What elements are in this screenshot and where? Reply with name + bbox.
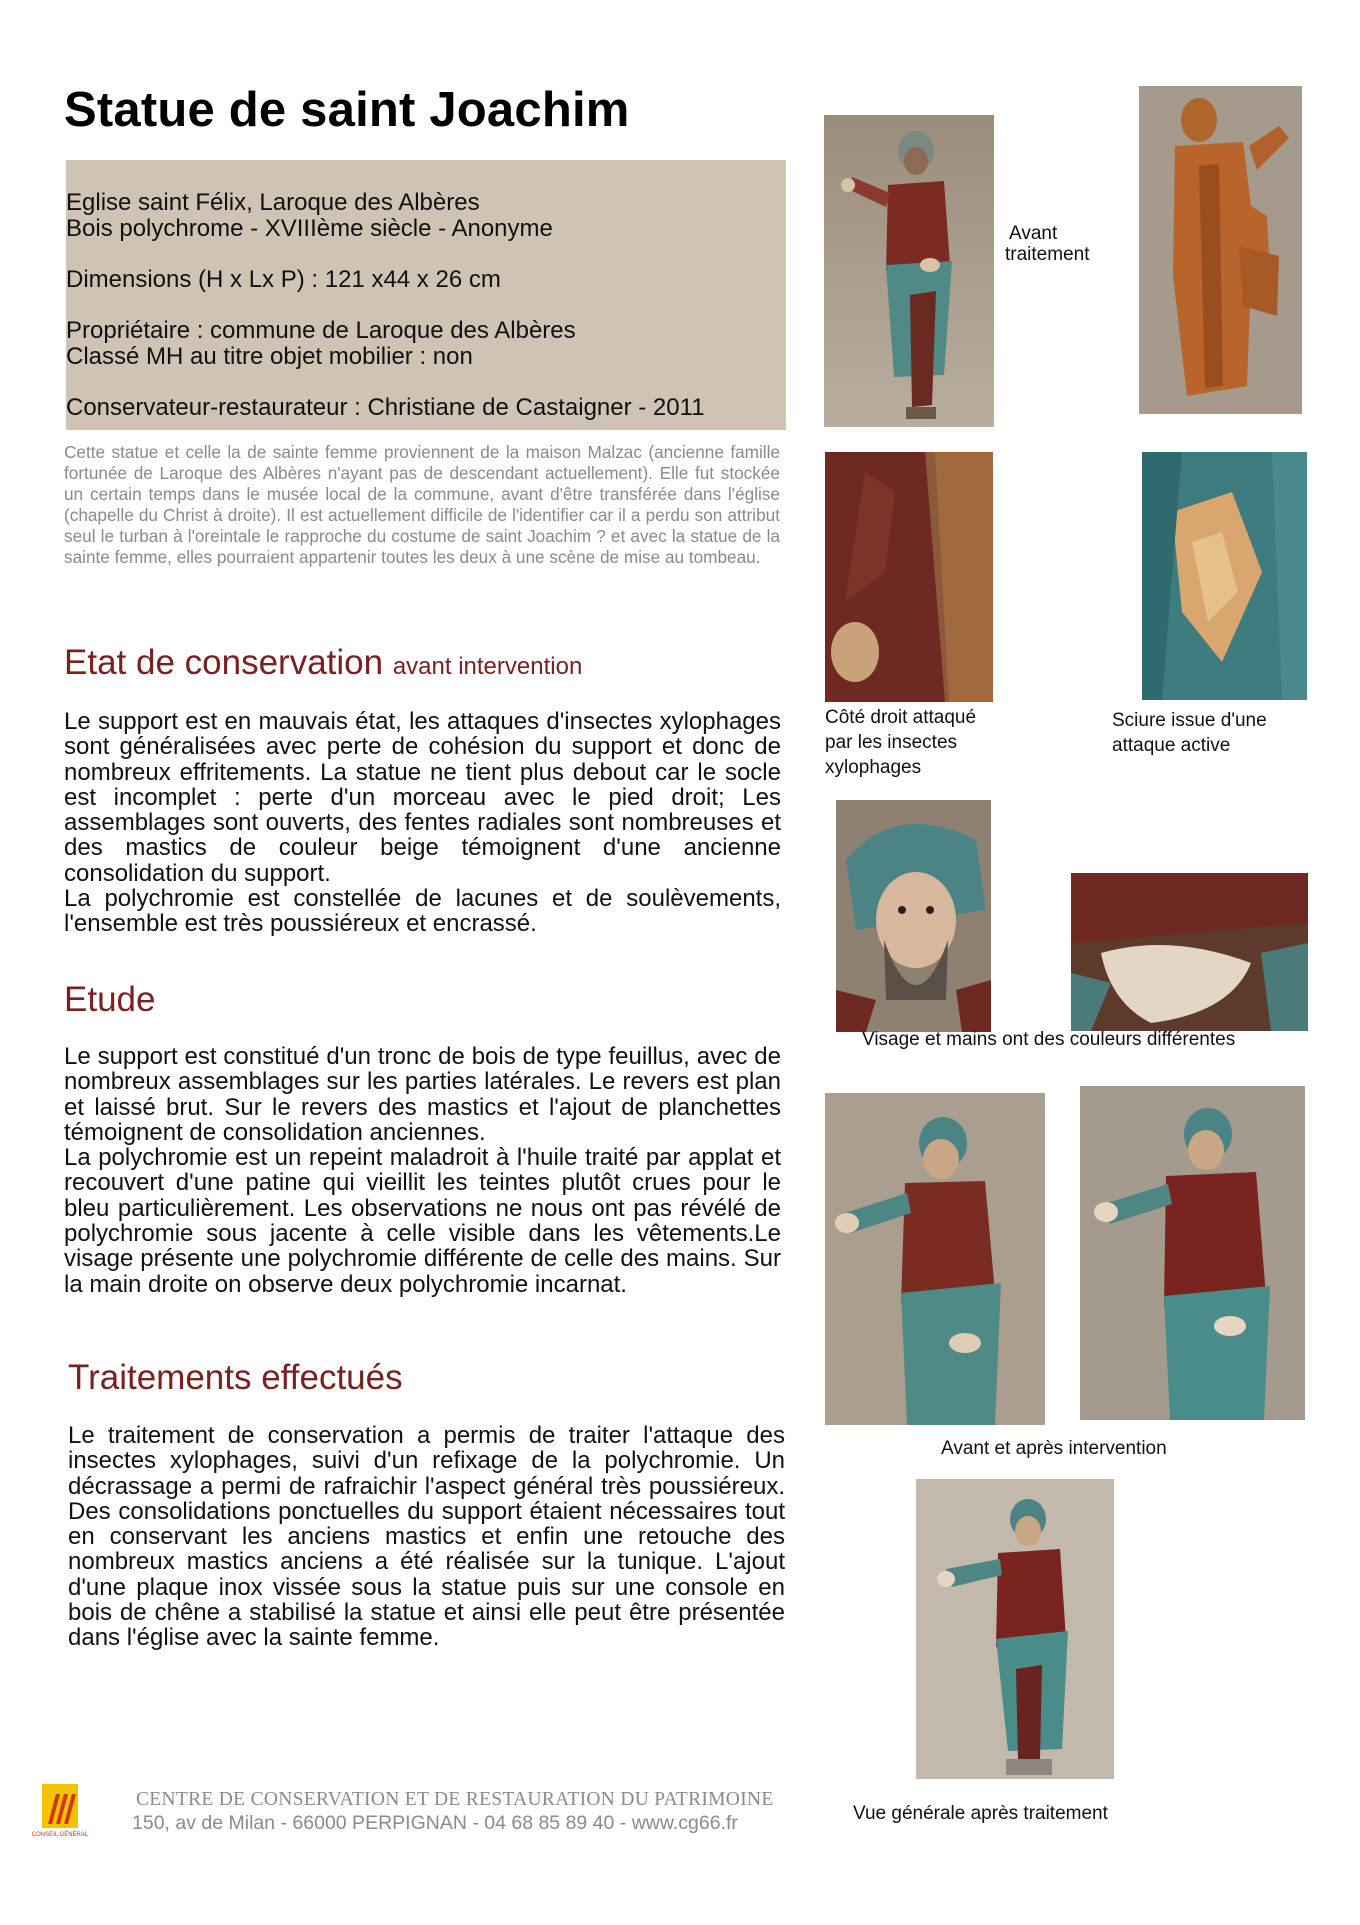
traitements-paragraph-1: Le traitement de conservation a permis de traiter l'attaque des insectes xylophages, suivi d'un refixage de la polychromie. Un décrassage a permi de rafraichir l'aspect général très poussiéreux. Des consolidations ponctuelles du support étaient nécessaires tout en conservant les anciens mastics et enfin une retouche des nombreux mastics anciens a été réalisée sur la tunique. L'ajout d'une plaque inox vissée sous la statue puis sur une console en bois de chêne a stabilisé la statue et ainsi elle peut être présentée dans l'église avec la sainte femme. [68, 1422, 785, 1652]
caption-cote-3: xylophages [825, 757, 922, 778]
photo-hand-detail [1071, 873, 1308, 1031]
info-owner: Propriétaire : commune de Laroque des Albères [66, 317, 576, 344]
footer-address: 150, av de Milan - 66000 PERPIGNAN - 04 68 85 89 40 - www.cg66.fr [132, 1812, 738, 1834]
section-heading-etat [64, 643, 582, 683]
etude-paragraph-2: La polychromie est un repeint maladroit à l'huile traité par applat et recouvert d'une patine qui vieillit les teintes plutôt crues pour le bleu particulièrement. Les observations ne nous ont pas révélé de polychromie sous jacente à celle visible dans les vêtements.Le visage présente une polychromie différente de celle des mains. Sur la main droite on observe deux polychromie incarnat. [64, 1144, 781, 1298]
etat-text [64, 709, 781, 937]
caption-sciure-2: attaque active [1112, 735, 1231, 756]
intro-paragraph: Cette statue et celle la de sainte femme proviennent de la maison Malzac (ancienne famille fortunée de Laroque des Albères n'ayant pas de descendant actuellement). Elle fut stockée un certain temps dans le musée local de la commune, avant d'être transférée dans l'église (chapelle du Christ à droite). Il est actuellement difficile de l'identifier car il a perdu son attribut seul le turban à l'oreintale le rapproche du costume de saint Joachim ? et avec la statue de la sainte femme, elles pourraient appartenir toutes les deux à une scène de mise au tombeau. [64, 442, 780, 567]
section-heading-traitements: Traitements effectués [68, 1358, 403, 1397]
caption-vue-generale: Vue générale après traitement [853, 1803, 1108, 1824]
section-heading-etude: Etude [64, 980, 156, 1019]
footer-center-name: CENTRE DE CONSERVATION ET DE RESTAURATION DU PATRIMOINE [136, 1789, 774, 1810]
photo-right-side-detail [825, 452, 993, 702]
caption-avant-apres: Avant et après intervention [941, 1438, 1167, 1459]
info-location: Eglise saint Félix, Laroque des Albères [66, 189, 480, 216]
caption-cote-2: par les insectes [825, 732, 958, 753]
photo-statue-back-before [1139, 86, 1302, 414]
caption-avant-1: Avant [1009, 223, 1058, 244]
photo-sawdust-detail [1142, 452, 1307, 700]
logo-text: CONSEIL GÉNÉRAL [31, 1832, 89, 1838]
caption-sciure-1: Sciure issue d'une [1112, 710, 1267, 731]
traitements-text [68, 1423, 785, 1651]
info-box [66, 160, 786, 430]
photo-after-intervention [1080, 1086, 1305, 1420]
page-title: Statue de saint Joachim [64, 83, 630, 137]
info-material: Bois polychrome - XVIIIème siècle - Anonyme [66, 215, 553, 242]
info-dimensions: Dimensions (H x Lx P) : 121 x44 x 26 cm [66, 266, 501, 293]
etat-heading-main: Etat de conservation [64, 643, 384, 682]
photo-general-view-after [916, 1479, 1114, 1779]
photo-face-detail [836, 800, 991, 1032]
info-classification: Classé MH au titre objet mobilier : non [66, 343, 473, 370]
etat-paragraph-1: Le support est en mauvais état, les attaques d'insectes xylophages sont généralisées avec perte de cohésion du support et donc de nombreux effritements. La statue ne tient plus debout car le socle est incomplet : perte d'un morceau avec le pied droit; Les assemblages sont ouverts, des fentes radiales sont nombreuses et des mastics de couleur beige témoignent d'une ancienne consolidation du support. [64, 708, 781, 887]
etude-paragraph-1: Le support est constitué d'un tronc de bois de type feuillus, avec de nombreux assemblages sur les parties latérales. Le revers est plan et laissé brut. Sur le revers des mastics et l'ajout de planchettes témoignent de consolidation anciennes. [64, 1043, 781, 1146]
etat-heading-sub: avant intervention [392, 653, 583, 680]
info-conservator: Conservateur-restaurateur : Christiane de Castaigner - 2011 [66, 394, 705, 421]
caption-visage: Visage et mains ont des couleurs différentes [862, 1029, 1236, 1050]
etat-paragraph-2: La polychromie est constellée de lacunes et de soulèvements, l'ensemble est très poussiéreux et encrassé. [64, 885, 781, 938]
caption-cote-1: Côté droit attaqué [825, 707, 977, 728]
photo-before-intervention [825, 1093, 1045, 1425]
caption-avant-2: traitement [1005, 244, 1090, 265]
photo-statue-front-before [824, 115, 994, 427]
etude-text [64, 1044, 781, 1297]
conseil-general-logo [31, 1784, 89, 1840]
